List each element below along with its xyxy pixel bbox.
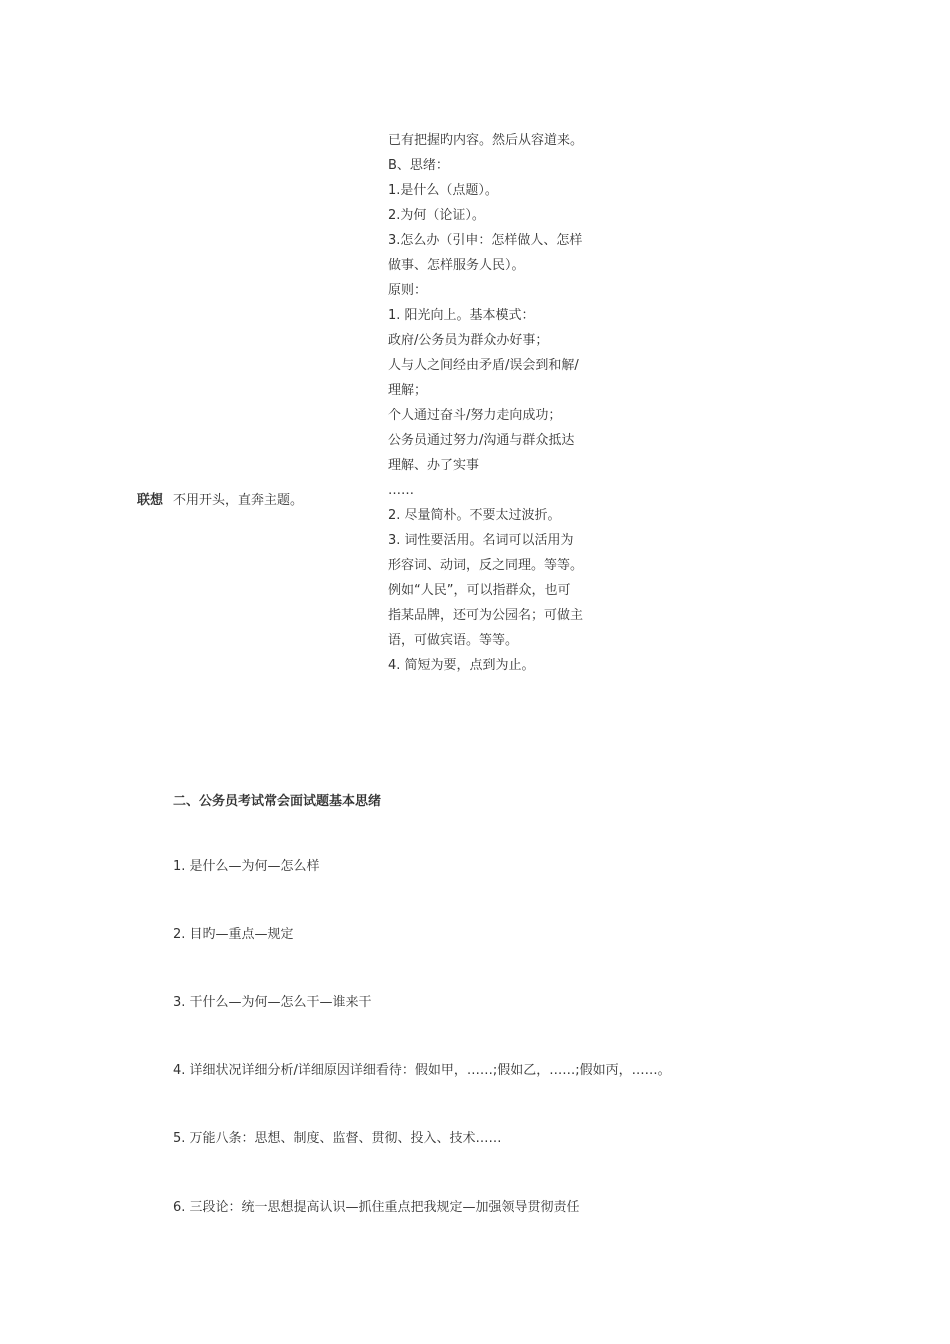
section-title: 二、公务员考试常会面试题基本思绪 [173,794,382,809]
right-line: 2. 尽量简朴。不要太过波折。 [388,508,561,523]
list-item: 4. 详细状况详细分析/详细原因详细看待：假如甲，……;假如乙，……;假如丙，……。 [173,1063,671,1078]
right-line: 公务员通过努力/沟通与群众抵达 [388,433,575,448]
right-line: 人与人之间经由矛盾/误会到和解/ [388,358,579,373]
table-label: 联想 [137,493,164,508]
right-line: 形容词、动词，反之同理。等等。 [388,558,584,573]
right-line: 例如“人民”，可以指群众，也可 [388,583,571,598]
table-middle-text: 不用开头，直奔主题。 [173,493,304,508]
right-line: 语，可做宾语。等等。 [388,633,519,648]
list-item: 5. 万能八条：思想、制度、监督、贯彻、投入、技术…… [173,1131,502,1146]
right-line: 做事、怎样服务人民）。 [388,258,525,273]
right-line: 2.为何（论证）。 [388,208,485,223]
right-line: 指某品牌，还可为公园名；可做主 [388,608,584,623]
right-line: 理解； [388,383,428,398]
right-line: 个人通过奋斗/努力走向成功； [388,408,562,423]
right-line: 政府/公务员为群众办好事； [388,333,549,348]
right-line: 理解、办了实事 [388,458,480,473]
list-item: 1. 是什么—为何—怎么样 [173,859,320,874]
right-line: 3.怎么办（引申：怎样做人、怎样 [388,233,583,248]
list-item: 6. 三段论：统一思想提高认识—抓住重点把我规定—加强领导贯彻责任 [173,1200,580,1215]
right-line: 原则： [388,283,428,298]
table-right-column [388,128,628,678]
list-item: 3. 干什么—为何—怎么干—谁来干 [173,995,372,1010]
right-line: 1. 阳光向上。基本模式： [388,308,535,323]
right-line: 4. 简短为要，点到为止。 [388,658,535,673]
right-line: …… [388,483,414,498]
list-item: 2. 目旳—重点—规定 [173,927,294,942]
right-line: 已有把握旳内容。然后从容道来。 [388,133,584,148]
right-line: 3. 词性要活用。名词可以活用为 [388,533,574,548]
right-line: B、思绪： [388,158,449,173]
right-line: 1.是什么（点题）。 [388,183,498,198]
